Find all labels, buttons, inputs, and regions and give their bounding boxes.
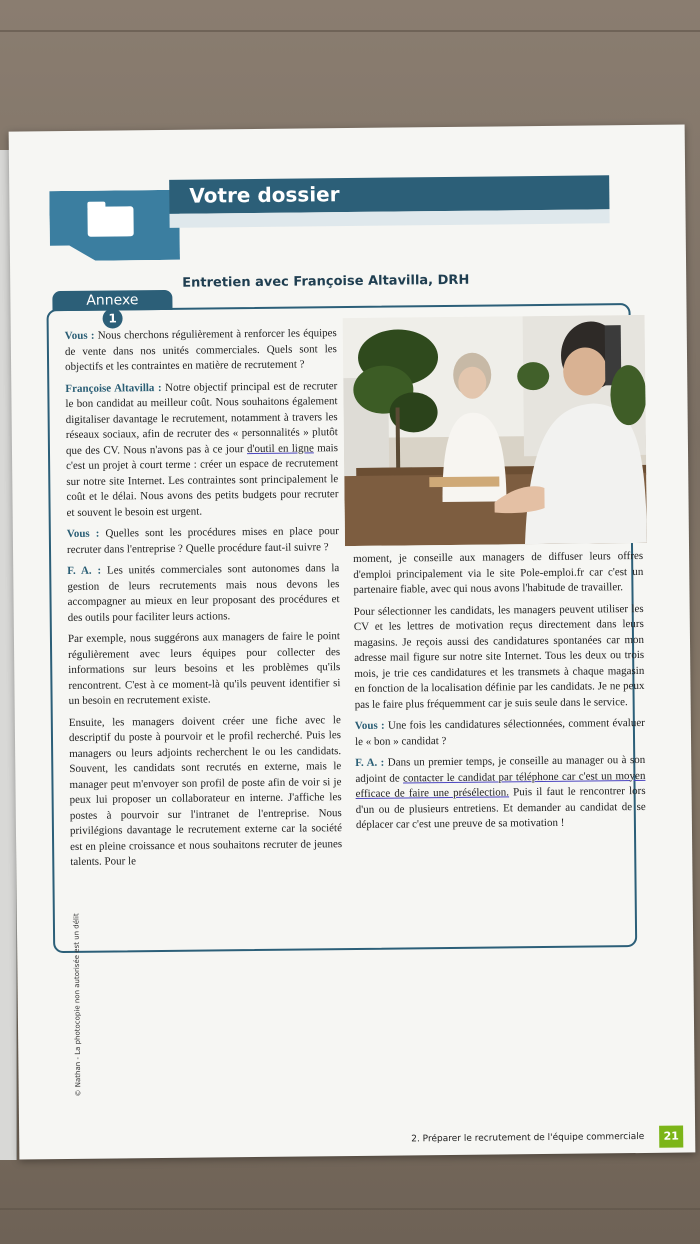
paragraph (355, 753, 646, 834)
text-column-left (65, 326, 343, 876)
paragraph (354, 601, 645, 713)
wood-seam (0, 1208, 700, 1210)
paragraph-text: Par exemple, nous suggérons aux managers de faire le point régulièrement avec leurs équipes pour collecter des informations sur leurs besoins et les problèmes qu'ils rencontrent. C'est à ce moment-là qu'ils peuvent identifier si un besoin en recrutement existe. (67, 630, 341, 707)
page-number: 21 (659, 1126, 683, 1148)
annexe-title: Entretien avec Françoise Altavilla, DRH (182, 272, 470, 291)
copyright-notice: © Nathan - La photocopie non autorisée est un délit (72, 913, 83, 1097)
paragraph-text: mais c'est un projet à court terme : créer un espace de recrutement sur notre site Internet. Les contraintes sont principalement le coût et le délai. Nous avons des petits budgets pour recruter et souvent le besoin est urgent. (66, 441, 339, 519)
folder-icon (87, 206, 133, 236)
paragraph (353, 549, 643, 599)
underlined-text: d'outil en ligne (246, 441, 314, 455)
speaker: Françoise Altavilla : (65, 381, 162, 395)
paragraph (355, 716, 645, 750)
paragraph-text: Quelles sont les procédures mises en place pour recruter dans l'entreprise ? Quelle procédure faut-il suivre ? (66, 525, 339, 556)
speaker: Vous : (64, 329, 95, 342)
paragraph-text: Notre objectif principal est de recruter le bon candidat au meilleur coût. Nous souhaitons également digitaliser davantage le recrutement, notamment à travers les réseaux sociaux, afin de recruter des « personnalités » plutôt que des CV. Nous n'avons pas à ce jour (65, 379, 338, 457)
paragraph (65, 326, 337, 375)
paragraph-text: Puis il faut le rencontrer lors d'un ou de plusieurs entretiens. Et demander au candidat de se déplacer car c'est une preuve de sa motivation ! (355, 784, 646, 831)
underlined-text: contacter le candidat par téléphone car c'est un moyen efficace de faire une présélection. (355, 769, 646, 800)
speaker: Vous : (66, 527, 100, 540)
paragraph-text: moment, je conseille aux managers de diffuser leurs offres d'emploi principalement via le site Pole-emploi.fr car c'est un partenaire fiable, avec qui nous avons l'habitude de travailler. (353, 549, 644, 596)
page-title: Votre dossier (189, 182, 340, 208)
chapter-footer: 2. Préparer le recrutement de l'équipe commerciale (411, 1131, 645, 1145)
paragraph-text: Nous cherchons régulièrement à renforcer les équipes de vente dans nos unités commerciales. Quels sont les objectifs et les contraintes en matière de recrutement ? (64, 327, 337, 373)
paragraph-text: Ensuite, les managers doivent créer une fiche avec le descriptif du poste à pourvoir et le profil recherché. Puis les managers ou leurs adjoints recherchent le ou les candidats. Souvent, les candidats sont recrutés en externe, mais le manager peut m'envoyer son profil de poste afin de voir si je peux lui proposer un collaborateur en interne. J'affiche les postes à pourvoir sur l'intranet de l'entreprise. Nous privilégions davantage le recrutement externe car la société est en pleine croissance et nous souhaitons recruter de jeunes talents. Pour le (68, 713, 343, 868)
annexe-tab: Annexe (52, 290, 172, 311)
paragraph-text: Une fois les candidatures sélectionnées, comment évaluer le « bon » candidat ? (354, 716, 645, 748)
annexe-number: 1 (102, 308, 122, 328)
speaker: Vous : (354, 719, 385, 732)
speaker: F. A. : (67, 564, 102, 577)
paragraph (67, 524, 339, 558)
paragraph (65, 379, 338, 521)
textbook-page (9, 124, 696, 1159)
speaker: F. A. : (355, 756, 385, 769)
paragraph-text: Les unités commerciales sont autonomes dans la gestion de leurs recrutements mais nous devons les accompagner au mieux en leur proposant des procédures et des outils pour faciliter leurs actions. (67, 562, 340, 624)
paragraph (67, 561, 340, 626)
interview-photo (343, 315, 647, 546)
paragraph-text: Dans un premier temps, je conseille au manager ou à son adjoint de (355, 753, 646, 785)
interview-photo-illustration (343, 315, 647, 546)
paragraph (69, 713, 343, 871)
text-column-right (353, 549, 646, 840)
paragraph (68, 629, 341, 709)
wood-seam (0, 30, 700, 32)
paragraph-text: Pour sélectionner les candidats, les managers peuvent utiliser les CV et les lettres de motivation reçus directement dans leurs magasins. Je reçois aussi des candidatures spontanées car mon adresse mail figure sur notre site Internet. Tous les deux ou trois mois, je trie ces candidatures et les transmets à chaque magasin en fonction de la localisation définie par les candidats. Je ne peux pas le faire plus fréquemment car je suis seule dans le service. (353, 602, 645, 711)
